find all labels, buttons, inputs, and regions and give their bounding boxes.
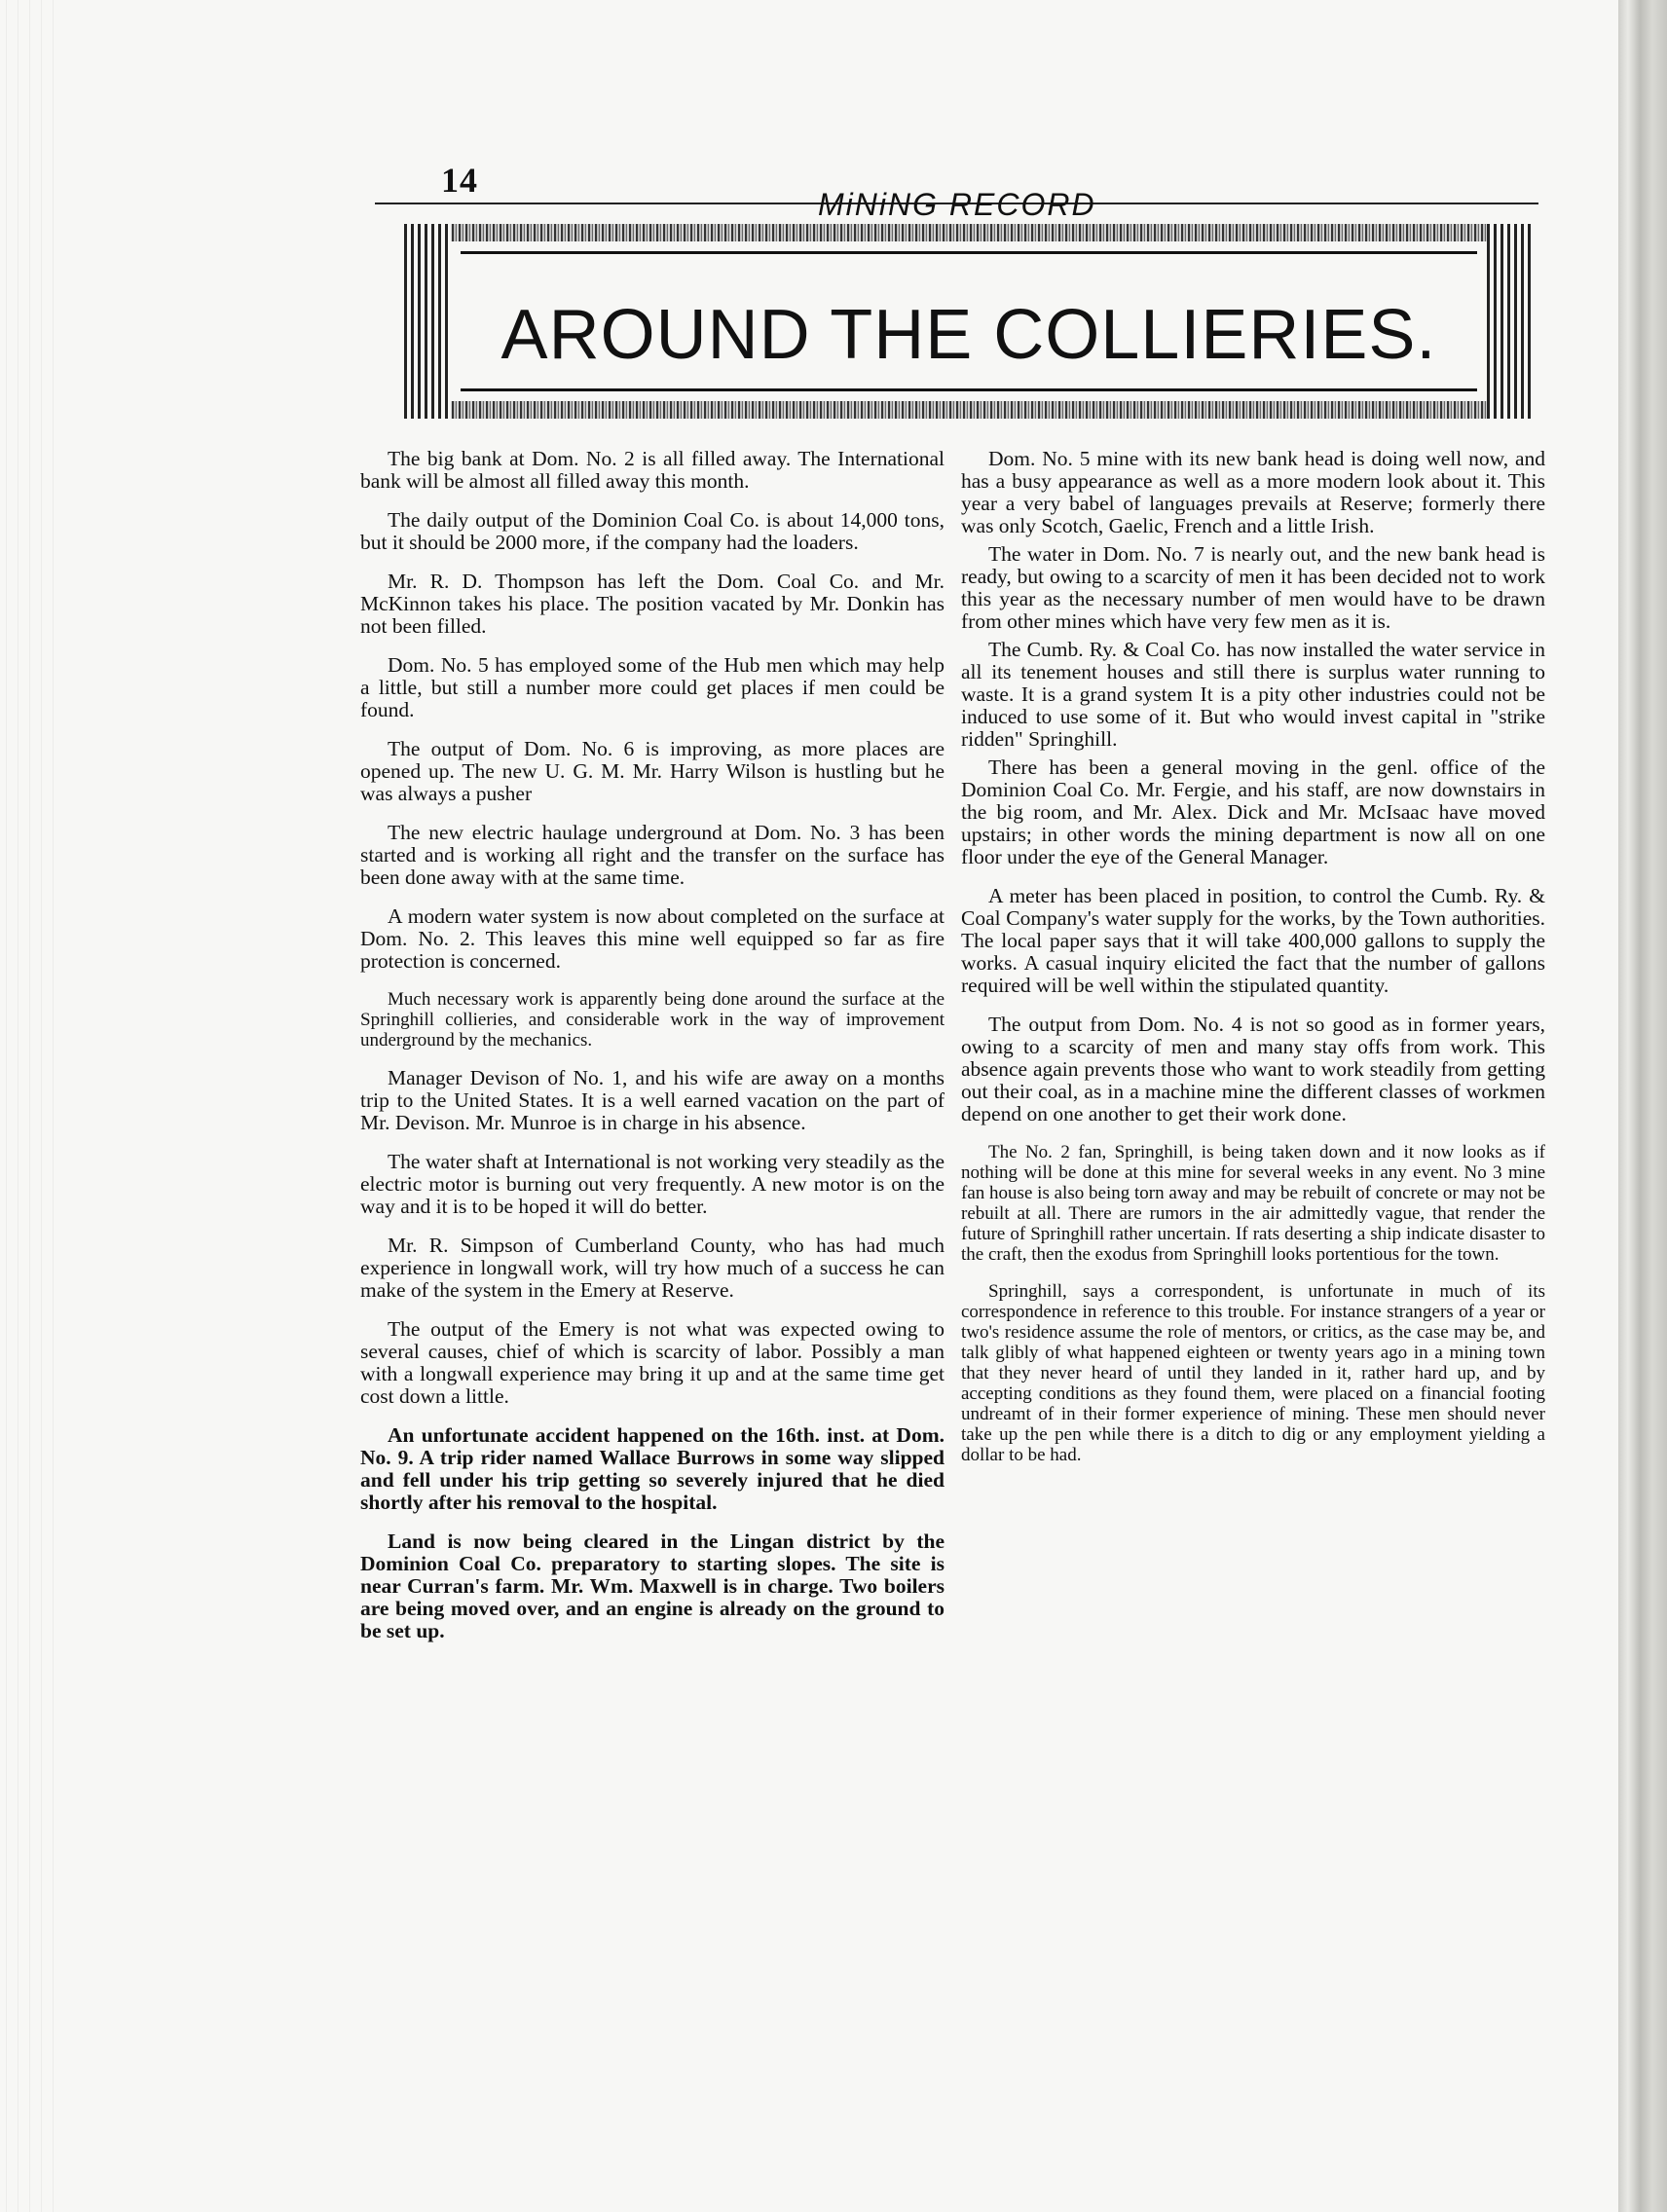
right-column xyxy=(961,448,1545,1482)
news-item: The output of the Emery is not what was expected owing to several causes, chief of which is scarcity of labor. Possibly a man with a longwall experience may bring it up and at the same time get cost down a little. xyxy=(360,1317,945,1408)
news-item: There has been a general moving in the genl. office of the Dominion Coal Co. Mr. Fergie, and his staff, are now downstairs in the big room, and Mr. Alex. Dick and Mr. McIsaac have moved upstairs; in other words the mining department is now all on one floor under the eye of the General Manager. xyxy=(961,756,1545,868)
scan-left-margin xyxy=(0,0,58,2212)
banner-top-border xyxy=(404,224,1534,241)
book-spine-edge xyxy=(1618,0,1667,2212)
page-header xyxy=(375,154,1538,222)
banner-left-ornament xyxy=(404,224,451,419)
page-number: 14 xyxy=(441,161,478,200)
news-item: The water shaft at International is not working very steadily as the electric motor is burning out very frequently. A new motor is on the way and it is to be hoped it will do better. xyxy=(360,1150,945,1218)
news-item: The No. 2 fan, Springhill, is being taken down and it now looks as if nothing will be done at this mine for several weeks in any event. No 3 mine fan house is also being torn away and may be rebuilt of concrete or may not be rebuilt at all. There are rumors in the air admittedly vague, that render the future of Springhill rather uncertain. If rats deserting a ship indicate disaster to the craft, then the exodus from Springhill looks portentious for the town. xyxy=(961,1142,1545,1265)
running-title: MiNiNG RECORD xyxy=(818,187,1096,222)
news-item: The Cumb. Ry. & Coal Co. has now installed the water service in all its tenement houses and still there is surplus water running to waste. It is a grand system It is a pity other industries could not be induced to use some of it. But who would invest capital in "strike ridden" Springhill. xyxy=(961,638,1545,751)
news-item: Springhill, says a correspondent, is unfortunate in much of its correspondence in reference to this trouble. For instance strangers of a year or two's residence assume the role of mentors, or critics, as the case may be, and talk glibly of what happened eighteen or twenty years ago in a mining town that they never heard of until they landed in it, rather hard up, and by accepting conditions as they found them, were placed on a financial footing undreamt of in their former experience of mining. These men should never take up the pen while there is a ditch to dig or any employment yielding a dollar to be had. xyxy=(961,1281,1545,1465)
section-banner xyxy=(404,224,1534,419)
banner-panel xyxy=(461,251,1477,391)
news-item: Mr. R. Simpson of Cumberland County, who has had much experience in longwall work, will try how much of a success he can make of the system in the Emery at Reserve. xyxy=(360,1234,945,1302)
news-item: The daily output of the Dominion Coal Co. is about 14,000 tons, but it should be 2000 more, if the company had the loaders. xyxy=(360,508,945,554)
news-item: The water in Dom. No. 7 is nearly out, and the new bank head is ready, but owing to a scarcity of men it has been decided not to work this year as the necessary number of men would have to be drawn from other mines which have very few men as it is. xyxy=(961,542,1545,633)
news-item: Dom. No. 5 mine with its new bank head is doing well now, and has a busy appearance as well as a more modern look about it. This year a very babel of languages prevails at Reserve; formerly there was only Scotch, Gaelic, French and a little Irish. xyxy=(961,447,1545,537)
left-column xyxy=(360,448,945,1659)
news-item: Much necessary work is apparently being done around the surface at the Springhill collieries, and considerable work in the way of improvement underground by the mechanics. xyxy=(360,989,945,1051)
news-item: Mr. R. D. Thompson has left the Dom. Coal Co. and Mr. McKinnon takes his place. The position vacated by Mr. Donkin has not been filled. xyxy=(360,570,945,638)
news-item: An unfortunate accident happened on the 16th. inst. at Dom. No. 9. A trip rider named Wallace Burrows in some way slipped and fell under his trip getting so severely injured that he died shortly after his removal to the hospital. xyxy=(360,1423,945,1514)
section-title: AROUND THE COLLIERIES. xyxy=(500,296,1437,374)
news-item: The new electric haulage underground at Dom. No. 3 has been started and is working all right and the transfer on the surface has been done away with at the same time. xyxy=(360,821,945,889)
news-item: A meter has been placed in position, to control the Cumb. Ry. & Coal Company's water supply for the works, by the Town authorities. The local paper says that it will take 400,000 gallons to supply the works. A casual inquiry elicited the fact that the number of gallons required will be well within the stipulated quantity. xyxy=(961,884,1545,997)
news-item: Dom. No. 5 has employed some of the Hub men which may help a little, but still a number more could get places if men could be found. xyxy=(360,653,945,721)
magazine-page xyxy=(360,146,1545,2045)
news-item: The big bank at Dom. No. 2 is all filled away. The International bank will be almost all filled away this month. xyxy=(360,447,945,493)
news-item: The output from Dom. No. 4 is not so good as in former years, owing to a scarcity of men and many stay offs from work. This absence again prevents those who want to work steadily from getting out their coal, as in a machine mine the different classes of workmen depend on one another to get their work done. xyxy=(961,1013,1545,1125)
news-item: The output of Dom. No. 6 is improving, as more places are opened up. The new U. G. M. Mr. Harry Wilson is hustling but he was always a pusher xyxy=(360,737,945,805)
banner-right-ornament xyxy=(1487,224,1534,419)
banner-bottom-border xyxy=(404,401,1534,419)
news-item: A modern water system is now about completed on the surface at Dom. No. 2. This leaves this mine well equipped so far as fire protection is concerned. xyxy=(360,904,945,973)
news-item: Manager Devison of No. 1, and his wife are away on a months trip to the United States. It is a well earned vacation on the part of Mr. Devison. Mr. Munroe is in charge in his absence. xyxy=(360,1066,945,1134)
news-item: Land is now being cleared in the Lingan district by the Dominion Coal Co. preparatory to starting slopes. The site is near Curran's farm. Mr. Wm. Maxwell is in charge. Two boilers are being moved over, and an engine is already on the ground to be set up. xyxy=(360,1530,945,1642)
